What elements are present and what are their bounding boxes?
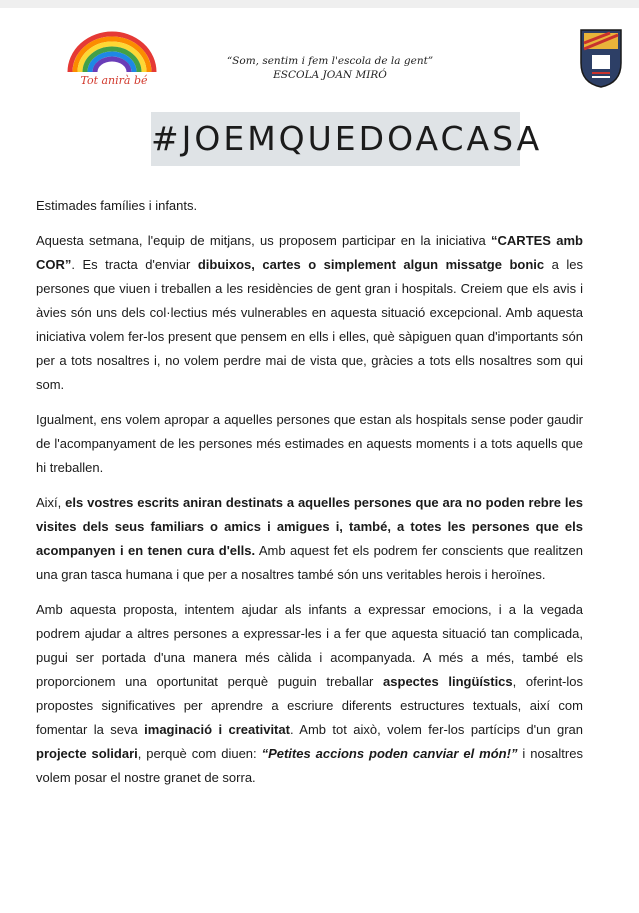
letter-body (36, 194, 583, 801)
hashtag-banner (151, 112, 543, 166)
p4-text: , perquè com diuen: (137, 746, 262, 761)
p1-text: . Es tracta d'enviar (71, 257, 198, 272)
motto-text: “Som, sentim i fem l'escola de la gent” (226, 55, 434, 67)
school-motto (200, 54, 460, 82)
p3-text: Així, (36, 495, 66, 510)
p3-bold: els vostres escrits aniran destinats a aquelles persones que ara no poden rebre les visites dels seus familiars o amics i amigues i, també, a totes les persones que els acompanyen i en tenen cura d'ells. (36, 495, 583, 558)
p4-text: Amb aquesta proposta, intentem ajudar als infants a expressar emocions, i a la vegada podrem ajudar a altres persones a expressar-les i a fer que aquesta situació tan complicada, pugui ser portada d'una manera més càlida i acompanyada. A més a més, també els proporcionem una oportunitat perquè puguin treballar (36, 602, 583, 689)
p4-text: . Amb tot això, volem fer-los partícips d'un gran (289, 722, 583, 737)
paragraph-2: Igualment, ens volem apropar a aquelles persones que estan als hospitals sense poder gaudir de l'acompanyament de les persones més estimades en aquests moments i a tots aquells que hi treballen. (36, 412, 583, 475)
paragraph-4 (36, 598, 583, 790)
p4-bold: imaginació i creativitat (144, 722, 290, 737)
hashtag-text: #JOEMQUEDOACASA (151, 119, 543, 158)
p1-text: Aquesta setmana, l'equip de mitjans, us proposem participar en la iniciativa (36, 233, 492, 248)
paragraph-3 (36, 491, 583, 587)
rainbow-icon (64, 28, 160, 76)
logo-caption: Tot anirà bé (80, 74, 148, 87)
p4-text: , oferint-los propostes significatives per aprendre a escriure diferents estructures textuals, així com fomentar la seva (36, 674, 584, 737)
quote: “Petites accions poden canviar el món!” (261, 746, 518, 761)
p3-text: Amb aquest fet els podrem fer conscients que realitzen una gran tasca humana i que per a nosaltres també són uns veritables herois i heroïnes. (36, 543, 583, 582)
school-name: ESCOLA JOAN MIRÓ (273, 69, 387, 81)
school-crest-icon (578, 27, 624, 89)
initiative-name: “CARTES amb COR” (36, 233, 583, 272)
p4-bold: aspectes lingüístics (383, 674, 513, 689)
paragraph-1 (36, 229, 583, 397)
p1-text: a les persones que viuen i treballen a les residències de gent gran i hospitals. Creiem que els avis i àvies són uns dels col·lectius més vulnerables en aquesta situació excepcional. Amb aquesta iniciativa volem fer-los present que pensem en ells i elles, què sàpiguen quan d'importants són per a tots nosaltres i, no volem perdre mai de vista que, gràcies a tots ells nosaltres som qui som. (36, 257, 583, 392)
p4-text: i nosaltres volem posar el nostre granet de sorra. (36, 746, 583, 785)
p1-bold: dibuixos, cartes o simplement algun missatge bonic (197, 257, 545, 272)
letterhead (0, 20, 639, 100)
p4-bold: projecte solidari (36, 746, 138, 761)
greeting: Estimades famílies i infants. (36, 198, 198, 213)
top-strip (0, 0, 639, 8)
